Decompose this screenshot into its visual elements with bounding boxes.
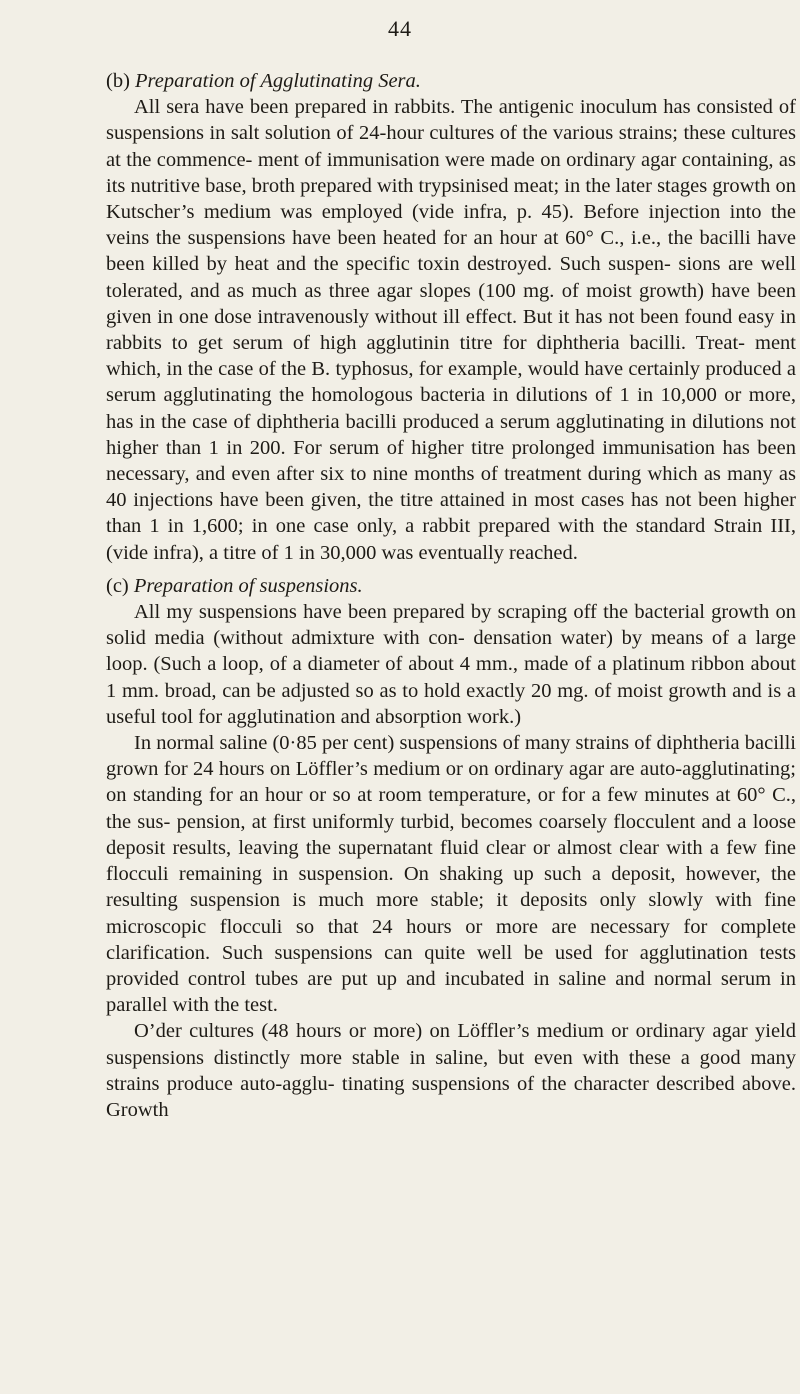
page-number: 44 (388, 16, 412, 41)
section-c-label: (c) (106, 574, 129, 597)
text-column (106, 68, 796, 1123)
section-c-paragraph-3: O’der cultures (48 hours or more) on Löffler’s medium or ordinary agar yield suspensions distinctly more stable in saline, but even with these a good many strains produce auto-agglu- tinating suspensions of the character described above. Growth (106, 1020, 796, 1121)
section-b-label: (b) (106, 70, 130, 92)
section-b-title: Preparation of Agglutinating Sera. (135, 70, 421, 92)
section-c-paragraph-1: All my suspensions have been prepared by scraping off the bacterial growth on solid media (without admixture with con- densation water) by means of a large loop. (Such a loop, of a diameter of about 4 mm., made of a platinum ribbon about 1 mm. broad, can be adjusted so as to hold exactly 20 mg. of moist growth and is a useful tool for agglutination and absorption work.) (106, 601, 796, 728)
section-b-paragraph: All sera have been prepared in rabbits. The antigenic inoculum has consisted of suspensions in salt solution of 24-hour cultures of the various strains; these cultures at the commence- ment of immunisation were made on ordinary agar containing, as its nutritive base, broth prepared with trypsinised meat; in the later stages growth on Kutscher’s medium was employed (vide infra, p. 45). Before injection into the veins the suspensions have been heated for an hour at 60° C., i.e., the bacilli have been killed by heat and the specific toxin destroyed. Such suspen- sions are well tolerated, and as much as three agar slopes (100 mg. of moist growth) have been given in one dose intravenously without ill effect. But it has not been found easy in rabbits to get serum of high agglutinin titre for diphtheria bacilli. Treat- ment which, in the case of the B. typhosus, for example, would have certainly produced a serum agglutinating the homologous bacteria in dilutions of 1 in 10,000 or more, has in the case of diphtheria bacilli produced a serum agglutinating in dilutions not higher than 1 in 200. For serum of higher titre prolonged immunisation has been necessary, and even after six to nine months of treatment during which as many as 40 injections have been given, the titre attained in most cases has not been higher than 1 in 1,600; in one case only, a rabbit prepared with the standard Strain III, (vide infra), a titre of 1 in 30,000 was eventually reached. (106, 96, 797, 564)
section-spacer (106, 566, 796, 573)
section-b-heading (106, 68, 796, 94)
section-c-title: Preparation of suspensions. (133, 574, 363, 597)
section-c-heading (106, 573, 796, 599)
section-c-paragraph-2: In normal saline (0·85 per cent) suspensions of many strains of diphtheria bacilli grown for 24 hours on Löffler’s medium or on ordinary agar are auto-agglutinating; on standing for an hour or so at room temperature, or for a few minutes at 60° C., the sus- pension, at first uniformly turbid, becomes coarsely flocculent and a loose deposit results, leaving the supernatant fluid clear or almost clear with a few fine flocculi remaining in suspension. On shaking up such a deposit, however, the resulting suspension is much more stable; it deposits only slowly with fine microscopic flocculi so that 24 hours or more are necessary for complete clarification. Such suspensions can quite well be used for agglutination tests provided control tubes are put up and incubated in saline and normal serum in parallel with the test. (106, 732, 796, 1017)
